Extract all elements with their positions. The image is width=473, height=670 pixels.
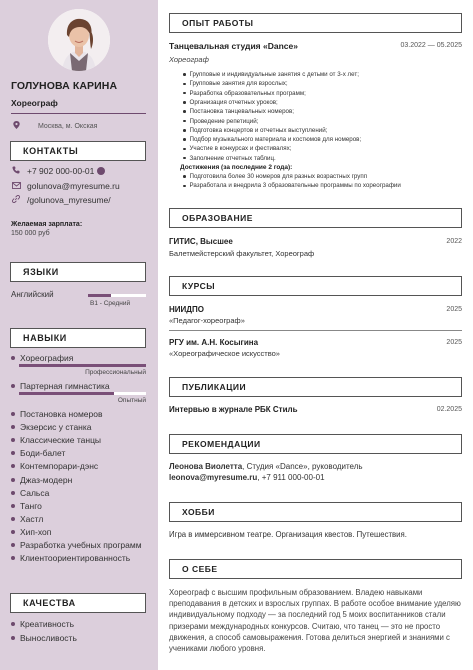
- achievement-text: Разработала и внедрила 3 образовательные программы по хореографии: [189, 182, 401, 190]
- skill-item: [11, 488, 49, 498]
- bullet-icon: [183, 73, 186, 76]
- skill-name: Разработка учебных программ: [20, 540, 142, 550]
- recommendation-person: [169, 462, 363, 471]
- duty-text: Подбор музыкального материала и костюмов для номеров;: [189, 136, 362, 144]
- language-level-bar: [88, 294, 146, 297]
- company-name: Танцевальная студия «Dance»: [169, 41, 298, 51]
- duty-item: [183, 108, 294, 115]
- recommendation-name: Леонова Виолетта: [169, 462, 243, 471]
- email-icon: [11, 182, 21, 191]
- bullet-icon: [183, 138, 186, 141]
- bullet-icon: [11, 356, 15, 360]
- duty-item: [183, 127, 327, 134]
- skill-name: Хастл: [20, 513, 44, 524]
- skills-heading: НАВЫКИ: [10, 328, 146, 348]
- quality-name: Выносливость: [20, 633, 77, 643]
- bullet-icon: [183, 129, 186, 132]
- phone-text: +7 902 000-00-01: [27, 166, 95, 176]
- bullet-icon: [11, 438, 15, 442]
- skill-name: Партерная гимнастика: [20, 381, 110, 391]
- bullet-icon: [11, 517, 15, 521]
- bullet-icon: [183, 148, 186, 151]
- duty-text: Организация отчетных уроков;: [189, 98, 278, 106]
- achievement-item: [183, 173, 367, 180]
- skill-item: [11, 381, 110, 391]
- education-year: 2022: [446, 238, 462, 245]
- skill-item: [11, 540, 142, 550]
- bullet-icon: [11, 451, 15, 455]
- candidate-name: ГОЛУНОВА КАРИНА: [11, 80, 118, 92]
- publication-item: Интервью в журнале РБК Стиль: [169, 405, 298, 414]
- duty-text: Проведение репетиций;: [189, 117, 259, 125]
- skill-name: Классические танцы: [20, 435, 102, 446]
- about-text: Хореограф с высшим профильным образованием. Владею навыками преподавания в детских и взрослых группах. В работе особое внимание уделяю индивидуальному подходу — за последний год 5 моих воспитанников стали призерами международных конкурсов. Считаю, что танец — это не просто движения, а способ самовыражения. Готова делиться энергией и знаниями с учениками любого уровня.: [169, 588, 461, 654]
- bullet-icon: [11, 491, 15, 495]
- salary-value: 150 000 руб: [11, 230, 50, 237]
- location-text: Москва, м. Окская: [38, 122, 98, 130]
- bullet-icon: [11, 464, 15, 468]
- bullet-icon: [183, 185, 186, 188]
- duty-item: [183, 71, 359, 78]
- course-org: РГУ им. А.Н. Косыгина: [169, 338, 259, 347]
- publication-date: 02.2025: [436, 406, 462, 413]
- skill-name: Сальса: [20, 487, 50, 498]
- skill-item: [11, 527, 51, 537]
- about-heading: О СЕБЕ: [169, 559, 462, 579]
- course-name: «Хореографическое искусство»: [169, 349, 280, 358]
- contact-website[interactable]: [11, 195, 111, 205]
- sidebar: [0, 0, 158, 670]
- duty-item: [183, 80, 288, 87]
- course-name: «Педагог-хореограф»: [169, 316, 245, 325]
- location: [11, 121, 97, 131]
- recommendation-phone: , +7 911 000-00-01: [257, 473, 325, 482]
- experience-dates: 03.2022 — 05.2025: [400, 42, 462, 49]
- language-level-text: B1 - Средний: [90, 300, 131, 307]
- bullet-icon: [183, 101, 186, 104]
- education-school: ГИТИС, Высшее: [169, 237, 233, 246]
- skill-name: Хип-хоп: [20, 526, 52, 537]
- divider: [11, 113, 146, 114]
- experience-heading: ОПЫТ РАБОТЫ: [169, 13, 462, 33]
- recommendation-email[interactable]: leonova@myresume.ru: [169, 473, 258, 482]
- bullet-icon: [11, 504, 15, 508]
- link-icon: [11, 195, 21, 205]
- skill-name: Клиентоориентированность: [20, 553, 131, 564]
- education-details: Балетмейстерский факультет, Хореограф: [169, 249, 315, 258]
- skill-item: [11, 448, 65, 458]
- skill-name: Джаз-модерн: [20, 474, 73, 485]
- contacts-heading: КОНТАКТЫ: [10, 141, 146, 161]
- publications-heading: ПУБЛИКАЦИИ: [169, 377, 462, 397]
- language-level-fill: [88, 294, 111, 297]
- course-org: НИИДПО: [169, 305, 204, 314]
- bullet-icon: [11, 384, 15, 388]
- skill-name: Экзерсис у станка: [20, 422, 92, 433]
- skill-item: [11, 501, 42, 511]
- duty-text: Групповые занятия для взрослых;: [189, 80, 288, 88]
- duty-item: [183, 136, 361, 143]
- skill-item: [11, 475, 72, 485]
- recommendations-heading: РЕКОМЕНДАЦИИ: [169, 434, 462, 454]
- skill-item: [11, 553, 130, 563]
- hobby-text: Игра в иммерсивном театре. Организация квестов. Путешествия.: [169, 530, 407, 539]
- bullet-icon: [11, 636, 15, 640]
- bullet-icon: [183, 175, 186, 178]
- courses-heading: КУРСЫ: [169, 276, 462, 296]
- course-year: 2025: [446, 306, 462, 313]
- bullet-icon: [183, 110, 186, 113]
- position-title: Хореограф: [169, 55, 209, 64]
- education-heading: ОБРАЗОВАНИЕ: [169, 208, 462, 228]
- skill-level-fill: [19, 364, 146, 367]
- location-pin-icon: [13, 121, 23, 131]
- skill-name: Хореография: [20, 353, 74, 363]
- skill-name: Постановка номеров: [20, 409, 103, 419]
- duty-text: Участие в конкурсах и фестивалях;: [189, 145, 292, 153]
- duty-text: Постановка танцевальных номеров;: [189, 108, 294, 116]
- qualities-heading: КАЧЕСТВА: [10, 593, 146, 613]
- skill-level-text: Профессиональный: [85, 369, 146, 376]
- achievements-title: Достижения (за последние 2 года):: [180, 164, 293, 171]
- profile-photo-image: [48, 9, 110, 71]
- salary-label: Желаемая зарплата:: [11, 221, 83, 228]
- bullet-icon: [11, 530, 15, 534]
- profile-photo: [48, 9, 110, 71]
- duty-text: Разработка образовательных программ;: [189, 89, 306, 97]
- skill-item: [11, 435, 101, 445]
- duty-item: [183, 90, 306, 97]
- bullet-icon: [11, 622, 15, 626]
- quality-name: Креативность: [20, 619, 75, 629]
- skill-item: [11, 422, 92, 432]
- bullet-icon: [11, 543, 15, 547]
- email-text: golunova@myresume.ru: [27, 181, 120, 191]
- recommendation-contact: [169, 473, 325, 482]
- skill-item: [11, 514, 43, 524]
- languages-heading: ЯЗЫКИ: [10, 262, 146, 282]
- job-title: Хореограф: [11, 98, 58, 108]
- contact-phone[interactable]: [11, 166, 105, 176]
- skill-name: Танго: [20, 500, 42, 511]
- skill-item: [11, 461, 98, 471]
- skill-name: Контемпорари-дэнс: [20, 461, 99, 472]
- achievement-item: [183, 182, 401, 189]
- divider: [169, 330, 462, 331]
- skill-level-bar: [19, 364, 146, 367]
- quality-item: [11, 619, 74, 629]
- duty-item: [183, 99, 278, 106]
- duty-item: [183, 118, 258, 125]
- duty-text: Групповые и индивидуальные занятия с детьми от 3-х лет;: [189, 71, 359, 78]
- duty-text: Заполнение отчетных таблиц.: [189, 154, 276, 162]
- skill-level-text: Опытный: [117, 397, 146, 404]
- bullet-icon: [183, 83, 186, 86]
- skill-name: Боди-балет: [20, 448, 66, 459]
- skill-level-fill: [19, 392, 114, 395]
- telegram-icon[interactable]: [97, 167, 105, 175]
- duty-text: Подготовка концертов и отчетных выступлений;: [189, 126, 328, 134]
- bullet-icon: [183, 92, 186, 95]
- course-year: 2025: [446, 339, 462, 346]
- duty-item: [183, 145, 291, 152]
- bullet-icon: [11, 478, 15, 482]
- skill-level-bar: [19, 392, 146, 395]
- website-text: /golunova_myresume/: [27, 195, 111, 205]
- quality-item: [11, 633, 77, 643]
- bullet-icon: [11, 412, 15, 416]
- hobby-heading: ХОББИ: [169, 502, 462, 522]
- bullet-icon: [11, 425, 15, 429]
- bullet-icon: [11, 556, 15, 560]
- recommendation-details: , Студия «Dance», руководитель: [242, 462, 363, 471]
- skill-item: [11, 409, 103, 419]
- language-name: Английский: [11, 290, 54, 299]
- bullet-icon: [183, 157, 186, 160]
- duty-item: [183, 155, 276, 162]
- skill-item: [11, 353, 73, 363]
- bullet-icon: [183, 120, 186, 123]
- achievement-text: Подготовила более 30 номеров для разных возрастных групп: [189, 173, 368, 180]
- phone-icon: [11, 166, 21, 176]
- contact-email[interactable]: [11, 181, 120, 191]
